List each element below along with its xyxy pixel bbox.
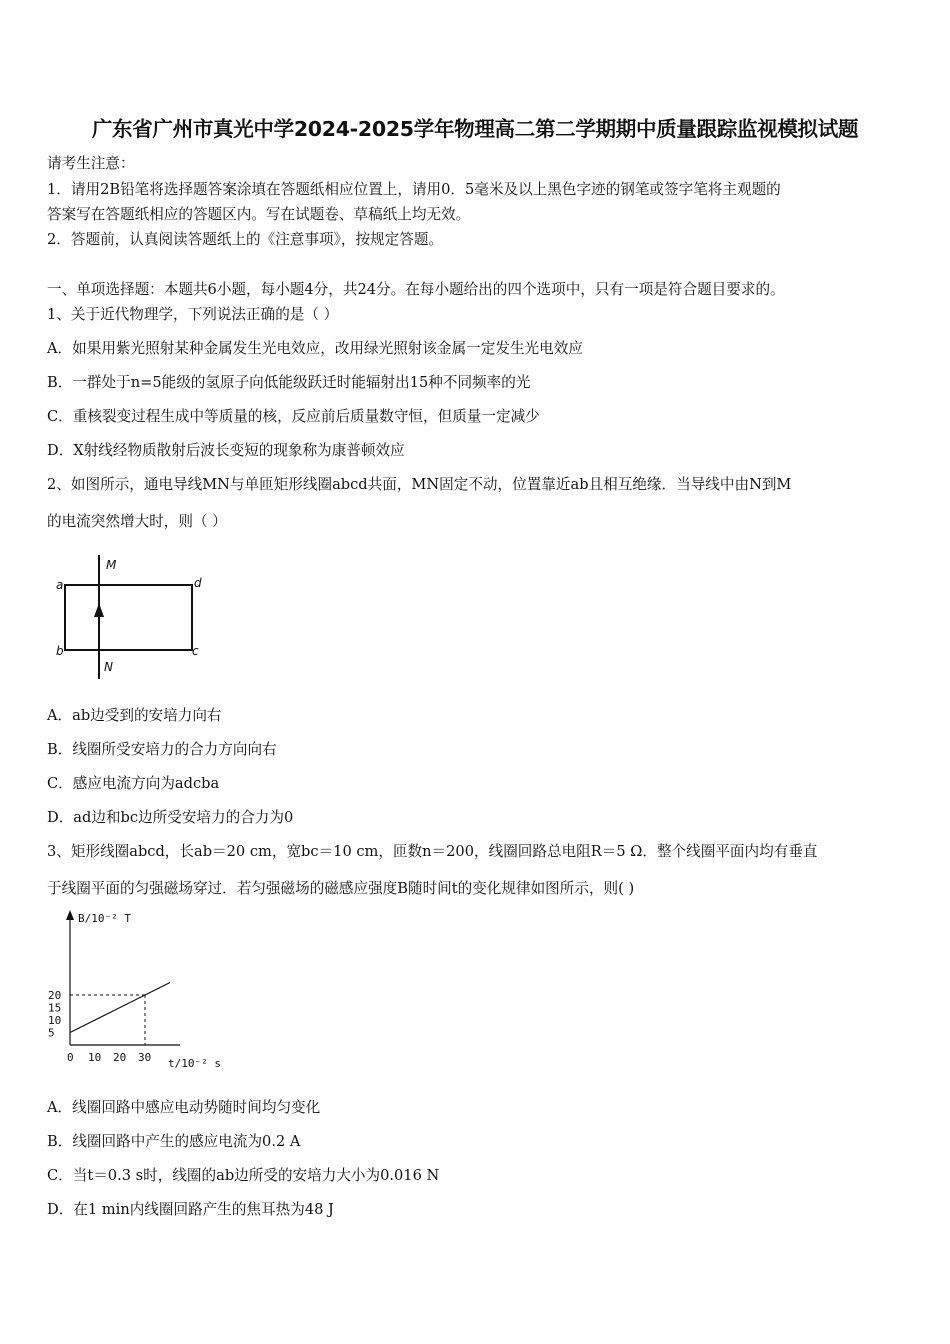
q2-option-b: B．线圈所受安培力的合力方向向右 xyxy=(47,741,277,758)
notice-line-1b: 答案写在答题纸相应的答题区内。写在试题卷、草稿纸上均无效。 xyxy=(47,206,471,223)
q2-stem-line-1: 2、如图所示，通电导线MN与单匝矩形线圈abcd共面，MN固定不动，位置靠近ab且相互绝缘．当导线中由N到M xyxy=(47,476,792,493)
q1-option-b: B．一群处于n=5能级的氢原子向低能级跃迁时能辐射出15种不同频率的光 xyxy=(47,374,531,391)
q2-circuit-figure xyxy=(50,553,210,683)
x-tick-label: 30 xyxy=(138,1051,152,1064)
label-m: M xyxy=(106,558,117,572)
q3-stem-line-2: 于线圈平面的匀强磁场穿过．若匀强磁场的磁感应强度B随时间t的变化规律如图所示，则( ) xyxy=(47,880,635,897)
current-arrow-icon xyxy=(94,603,104,617)
q2-option-c: C．感应电流方向为adcba xyxy=(47,775,220,792)
q3-option-b: B．线圈回路中产生的感应电流为0.2 A xyxy=(47,1133,301,1150)
series-line-b xyxy=(70,983,170,1033)
y-tick-label: 10 xyxy=(48,1014,62,1027)
notice-heading: 请考生注意： xyxy=(47,155,135,172)
q3-option-a: A．线圈回路中感应电动势随时间均匀变化 xyxy=(47,1099,321,1116)
label-a: a xyxy=(56,578,64,592)
y-tick-label: 5 xyxy=(48,1026,55,1040)
q3-stem-line-1: 3、矩形线圈abcd，长ab＝20 cm，宽bc＝10 cm，匝数n＝200，线圈回路总电阻R＝5 Ω．整个线圈平面内均有垂直 xyxy=(47,843,818,860)
x-axis-label: t/10⁻² s xyxy=(168,1057,221,1070)
coil-rectangle xyxy=(65,585,192,650)
q3-option-d: D．在1 min内线圈回路产生的焦耳热为48 J xyxy=(47,1201,334,1218)
notice-line-1: 1．请用2B铅笔将选择题答案涂填在答题纸相应位置上，请用0．5毫米及以上黑色字迹的钢笔或签字笔将主观题的 xyxy=(47,181,781,198)
x-tick-label: 0 xyxy=(67,1051,74,1064)
label-b: b xyxy=(56,644,64,658)
y-tick-label: 15 xyxy=(48,1001,62,1015)
q2-option-d: D．ad边和bc边所受安培力的合力为0 xyxy=(47,809,294,826)
q1-option-d: D．X射线经物质散射后波长变短的现象称为康普顿效应 xyxy=(47,442,405,459)
notice-line-2: 2．答题前，认真阅读答题纸上的《注意事项》，按规定答题。 xyxy=(47,231,444,248)
q1-stem: 1、关于近代物理学，下列说法正确的是（ ） xyxy=(47,306,339,323)
label-c: c xyxy=(192,644,199,658)
q1-option-c: C．重核裂变过程生成中等质量的核，反应前后质量数守恒，但质量一定减少 xyxy=(47,408,540,425)
x-tick-label: 10 xyxy=(88,1051,102,1064)
y-axis-label: B/10⁻² T xyxy=(78,912,131,925)
x-tick-label: 20 xyxy=(113,1051,127,1064)
q2-stem-line-2: 的电流突然增大时，则（ ） xyxy=(47,513,227,530)
q2-option-a: A．ab边受到的安培力向右 xyxy=(47,707,222,724)
q3-option-c: C．当t＝0.3 s时，线圈的ab边所受的安培力大小为0.016 N xyxy=(47,1167,440,1184)
page-title: 广东省广州市真光中学2024-2025学年物理高二第二学期期中质量跟踪监视模拟试题 xyxy=(91,117,859,141)
label-d: d xyxy=(194,576,202,590)
y-axis-arrow-icon xyxy=(66,910,74,920)
section-heading: 一、单项选择题：本题共6小题，每小题4分，共24分。在每小题给出的四个选项中，只有一项是符合题目要求的。 xyxy=(47,281,785,298)
y-tick-label: 20 xyxy=(48,989,62,1002)
label-n: N xyxy=(104,660,113,674)
q3-bt-graph xyxy=(40,908,240,1078)
q1-option-a: A．如果用紫光照射某种金属发生光电效应，改用绿光照射该金属一定发生光电效应 xyxy=(47,340,583,357)
